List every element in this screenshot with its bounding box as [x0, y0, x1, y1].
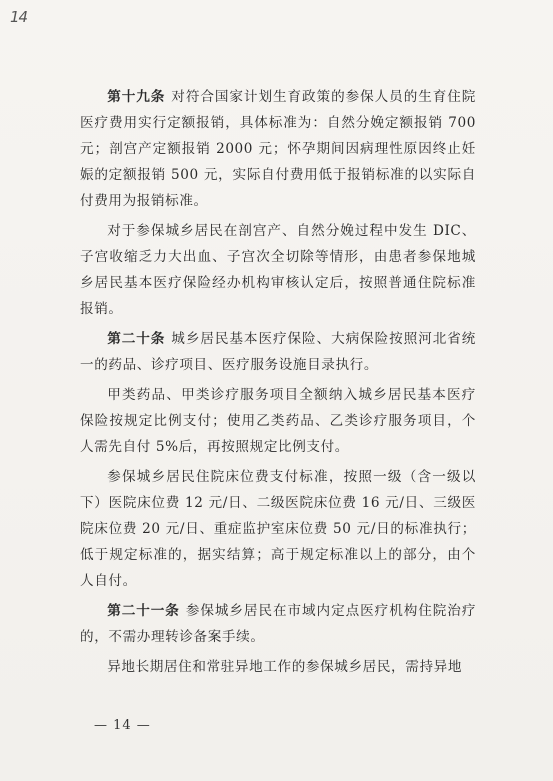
paragraph-bed-fees [80, 464, 476, 594]
paragraph-drug-categories [80, 382, 476, 460]
article-heading: 第十九条 [107, 89, 166, 105]
page-number: — 14 — [94, 718, 151, 733]
paragraph-text: 城乡居民基本医疗保险、大病保险按照河北省统一的药品、诊疗项目、医疗服务设施目录执行。 [80, 331, 476, 373]
paragraph-article-20 [80, 326, 476, 378]
paragraph-text: 对符合国家计划生育政策的参保人员的生育住院医疗费用实行定额报销，具体标准为：自然分娩定额报销 700 元；剖宫产定额报销 2000 元；怀孕期间因病理性原因终止妊娠的定额报销 500 元，实际自付费用低于报销标准的以实际自付费用为报销标准。 [80, 89, 476, 209]
article-heading: 第二十条 [107, 331, 166, 347]
article-heading: 第二十一条 [107, 603, 180, 619]
paragraph-text: 甲类药品、甲类诊疗服务项目全额纳入城乡居民基本医疗保险按规定比例支付；使用乙类药品、乙类诊疗服务项目，个人需先自付 5%后，再按照规定比例支付。 [80, 387, 476, 455]
paragraph-article-21 [80, 598, 476, 650]
paragraph-text: 异地长期居住和常驻异地工作的参保城乡居民，需持异地 [107, 659, 463, 675]
paragraph-cesarean-complications [80, 218, 476, 322]
paragraph-article-19 [80, 84, 476, 214]
paragraph-text: 参保城乡居民住院床位费支付标准，按照一级（含一级以下）医院床位费 12 元/日、二级医院床位费 16 元/日、三级医院床位费 20 元/日、重症监护室床位费 50 元/日的标准执行；低于规定标准的，据实结算；高于规定标准以上的部分，由个人自付。 [80, 469, 476, 589]
paragraph-text: 参保城乡居民在市域内定点医疗机构住院治疗的，不需办理转诊备案手续。 [80, 603, 477, 645]
paragraph-text: 对于参保城乡居民在剖宫产、自然分娩过程中发生 DIC、子宫收缩乏力大出血、子宫次全切除等情形，由患者参保地城乡居民基本医疗保险经办机构审核认定后，按照普通住院标准报销。 [80, 223, 476, 317]
document-body [80, 84, 476, 684]
paragraph-remote-residence [80, 654, 476, 680]
handwritten-page-note: 14 [10, 8, 28, 26]
